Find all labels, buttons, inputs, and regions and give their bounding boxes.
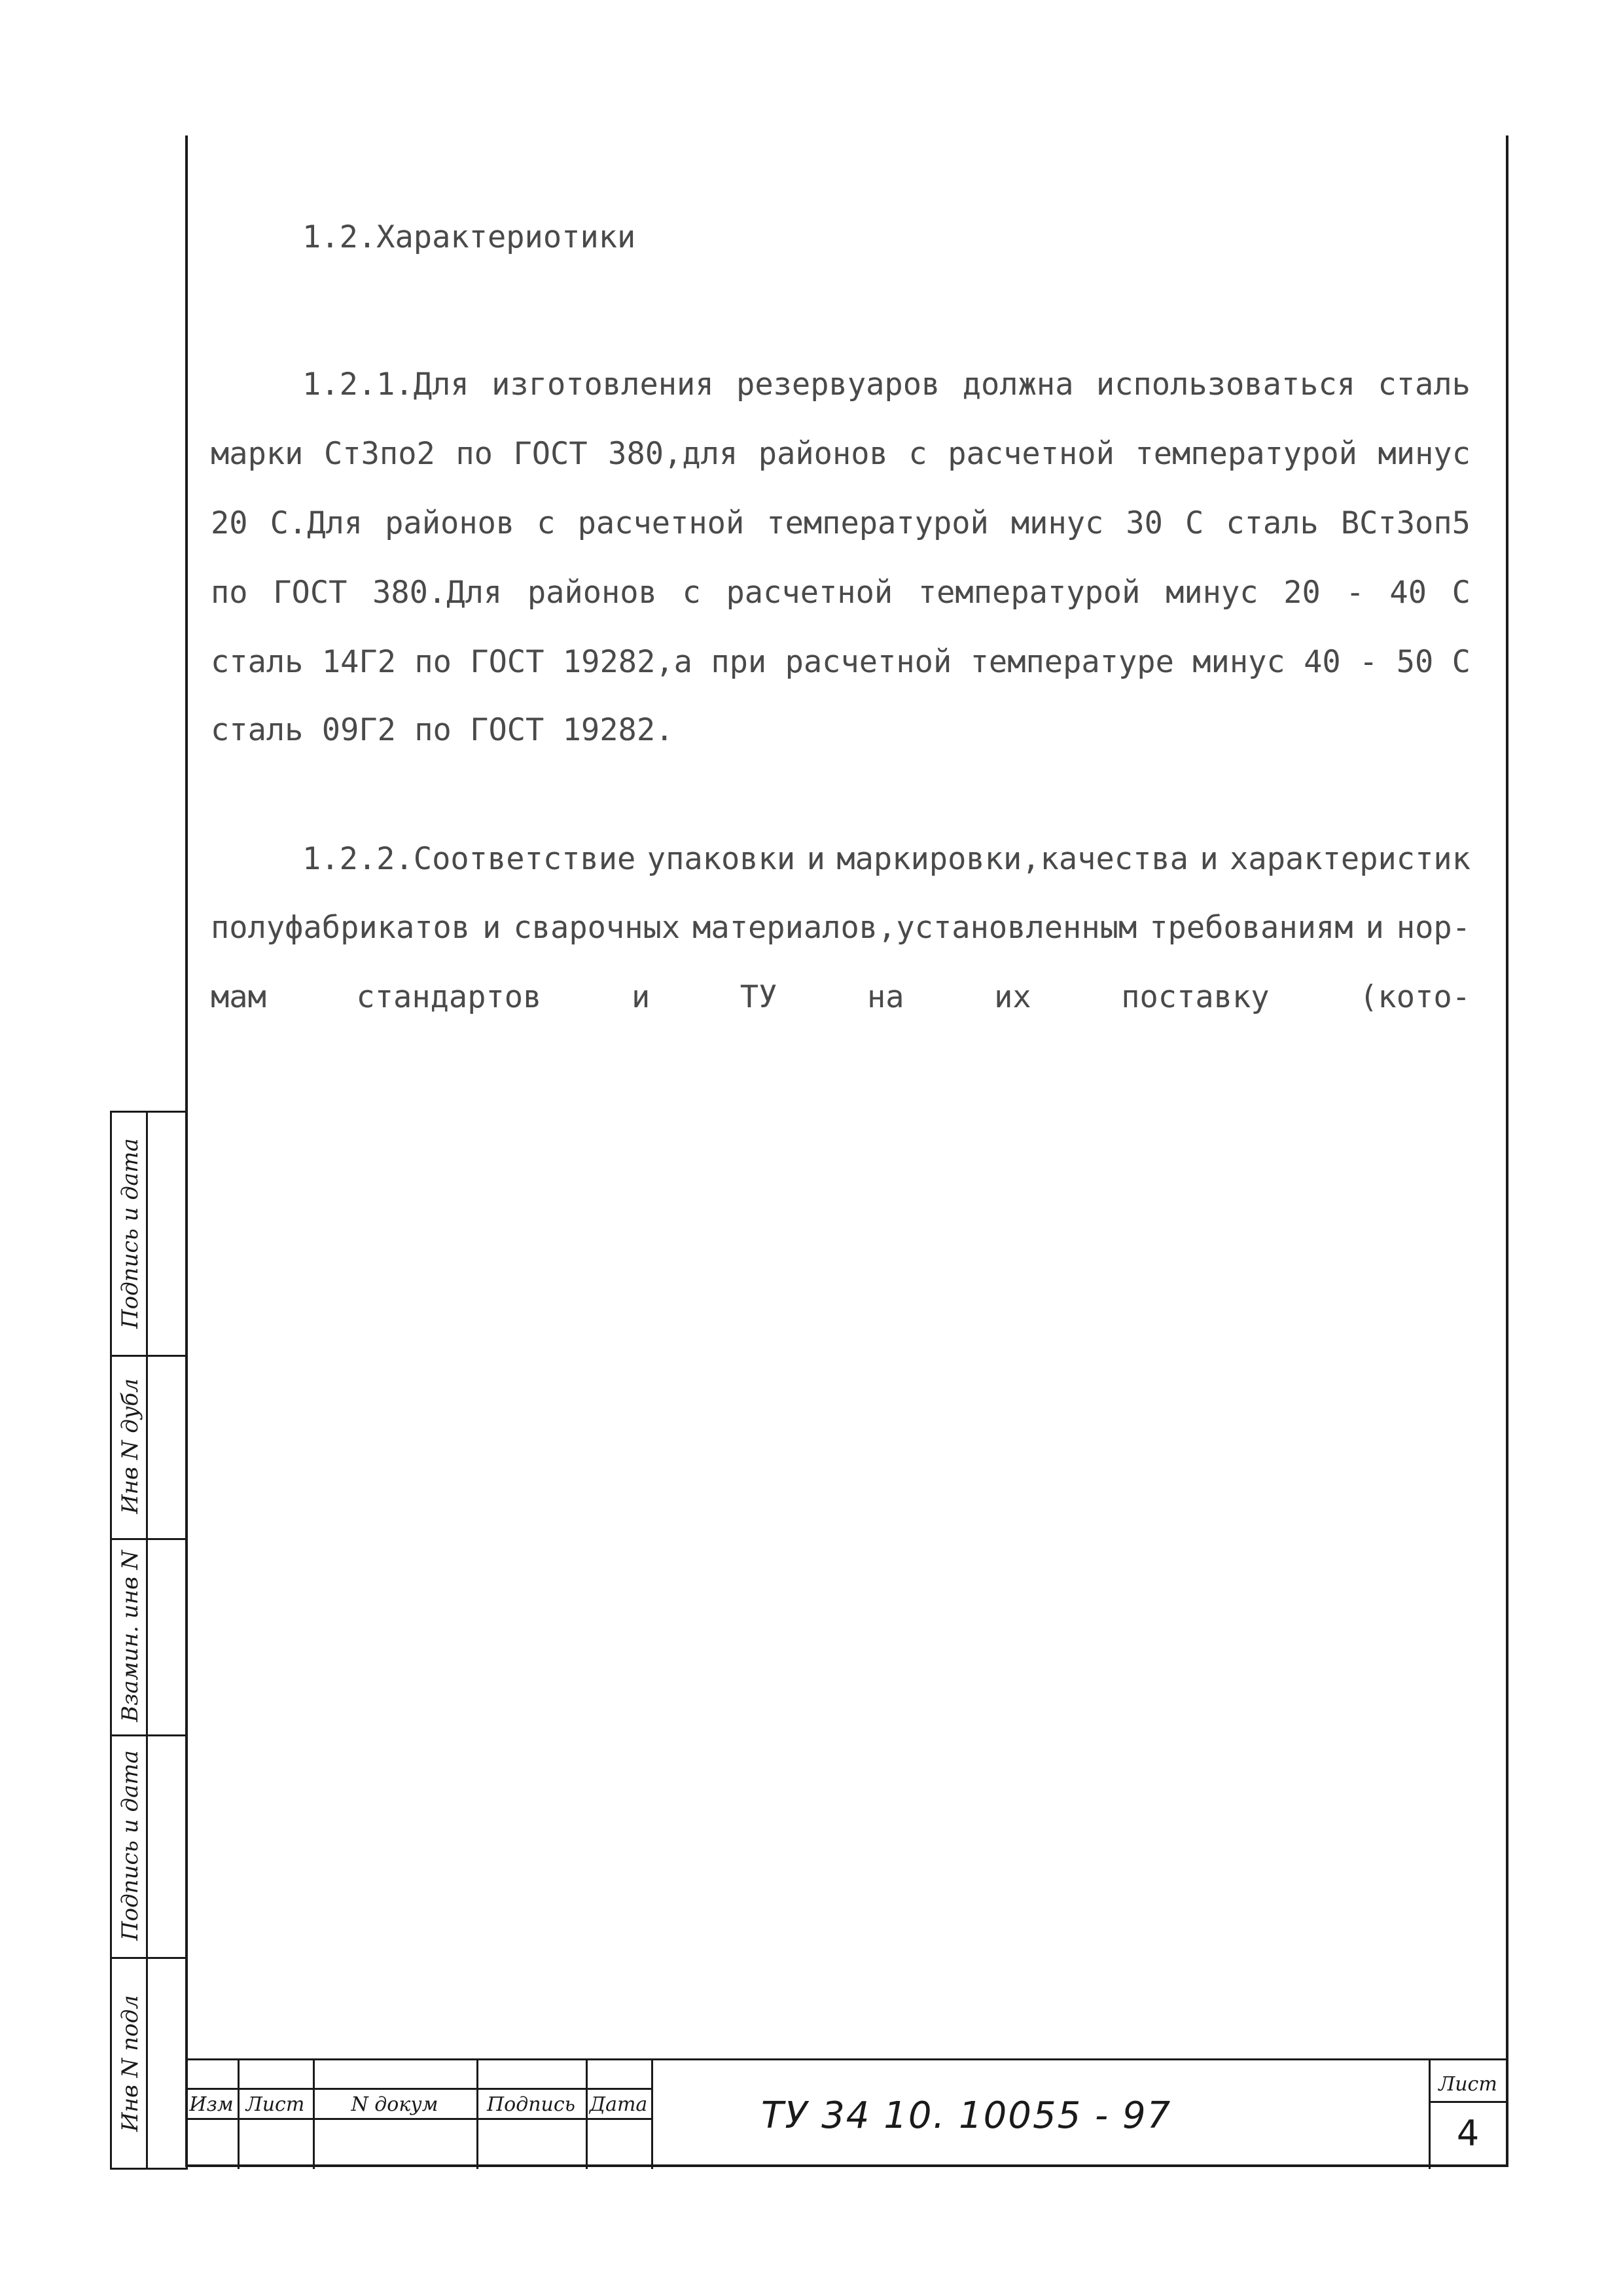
paragraph-1-line-2 xyxy=(211,436,1471,472)
word: Ст3по2 xyxy=(324,436,435,472)
word: на xyxy=(866,979,904,1015)
word: полуфабрикатов xyxy=(211,910,471,946)
document-code: ТУ 34 10. 10055 - 97 xyxy=(761,2094,1172,2137)
binding-strip-divider xyxy=(146,1113,148,2168)
word: стандартов xyxy=(356,979,542,1015)
word: 50 xyxy=(1396,644,1434,680)
word: температуре xyxy=(970,644,1174,680)
word: сталь 09Г2 по ГОСТ 19282. xyxy=(211,712,674,748)
side-label-replacement-inv: Взамин. инв N xyxy=(117,1550,143,1723)
word: С xyxy=(1452,644,1471,680)
word: (кото- xyxy=(1359,979,1471,1015)
word: сварочных xyxy=(513,910,681,946)
word: сталь xyxy=(1226,505,1319,541)
sheet-label: Лист xyxy=(1438,2072,1497,2096)
word: характеристик xyxy=(1230,841,1471,877)
word: сталь xyxy=(1378,367,1471,403)
binding-strip xyxy=(110,1111,188,2170)
word: их xyxy=(994,979,1031,1015)
word: районов xyxy=(758,436,888,472)
paragraph-2-line-1 xyxy=(302,841,1471,877)
word: ГОСТ xyxy=(470,644,544,680)
word: расчетной xyxy=(785,644,952,680)
column-document-number: N докум xyxy=(351,2092,438,2116)
word: сталь xyxy=(211,644,304,680)
word: 380.Для xyxy=(372,575,503,611)
side-label-signature-date-2: Подпись и дата xyxy=(117,1750,143,1941)
paragraph-2-line-2 xyxy=(211,910,1471,946)
word: марки xyxy=(211,436,304,472)
sheet-number: 4 xyxy=(1456,2112,1480,2154)
paragraph-1-line-6 xyxy=(211,712,673,748)
paragraph-1-line-4 xyxy=(211,575,1471,611)
word: - xyxy=(1359,644,1378,680)
title-block-rule xyxy=(1429,2101,1508,2103)
word: и xyxy=(482,910,501,946)
section-title: 1.2.Характериотики xyxy=(302,219,636,255)
word: С xyxy=(1452,575,1471,611)
word: и xyxy=(1200,841,1219,877)
word: резервуаров xyxy=(736,367,940,403)
title-block xyxy=(185,2058,1508,2167)
side-label-signature-date-1: Подпись и дата xyxy=(117,1138,143,1329)
word: 1.2.2.Соответствие xyxy=(302,841,636,877)
paragraph-1-line-1 xyxy=(302,367,1471,403)
word: использоваться xyxy=(1096,367,1356,403)
word: 30 xyxy=(1126,505,1163,541)
word: материалов,установленным xyxy=(692,910,1137,946)
title-block-rule xyxy=(185,2088,651,2090)
word: температурой xyxy=(918,575,1141,611)
word: минус xyxy=(1192,644,1285,680)
column-revision: Изм xyxy=(189,2092,234,2116)
word: температурой xyxy=(766,505,989,541)
word: температурой xyxy=(1135,436,1357,472)
word: расчетной xyxy=(726,575,893,611)
word: 380,для xyxy=(608,436,738,472)
word: нор- xyxy=(1396,910,1471,946)
paragraph-2-line-3 xyxy=(211,979,1471,1015)
word: ТУ xyxy=(740,979,777,1015)
word: при xyxy=(711,644,767,680)
word: расчетной xyxy=(948,436,1115,472)
word: С xyxy=(1185,505,1204,541)
word: 20 xyxy=(211,505,248,541)
word: - xyxy=(1346,575,1364,611)
side-label-duplicate-inv: Инв N дубл xyxy=(117,1378,143,1515)
word: по xyxy=(414,644,452,680)
word: с xyxy=(908,436,927,472)
word: ВСт3оп5 xyxy=(1340,505,1471,541)
word: минус xyxy=(1010,505,1104,541)
word: ГОСТ xyxy=(513,436,588,472)
word: минус xyxy=(1166,575,1258,611)
word: 14Г2 xyxy=(321,644,397,680)
word: по xyxy=(455,436,493,472)
word: и xyxy=(806,841,825,877)
paragraph-1-line-3 xyxy=(211,505,1471,541)
word: минус xyxy=(1378,436,1471,472)
word: маркировки,качества xyxy=(836,841,1188,877)
word: районов xyxy=(527,575,657,611)
word: по xyxy=(211,575,248,611)
word: и xyxy=(631,979,651,1015)
title-block-column-line xyxy=(1429,2060,1431,2169)
word: 19282,а xyxy=(562,644,692,680)
word: упаковки xyxy=(647,841,796,877)
word: С.Для xyxy=(270,505,363,541)
word: требованиям xyxy=(1149,910,1353,946)
word: 1.2.1.Для xyxy=(302,367,469,403)
side-label-original-inv: Инв N подл xyxy=(117,1995,143,2132)
word: поставку xyxy=(1121,979,1270,1015)
word: мам xyxy=(211,979,266,1015)
word: ГОСТ xyxy=(273,575,348,611)
word: и xyxy=(1365,910,1384,946)
word: районов xyxy=(385,505,515,541)
column-sheet: Лист xyxy=(245,2092,305,2116)
word: с xyxy=(682,575,701,611)
paragraph-1-line-5 xyxy=(211,644,1471,680)
word: с xyxy=(537,505,556,541)
column-signature: Подпись xyxy=(486,2092,575,2116)
word: изготовления xyxy=(491,367,714,403)
column-date: Дата xyxy=(589,2092,648,2116)
word: 20 xyxy=(1283,575,1321,611)
word: 40 xyxy=(1389,575,1427,611)
title-block-column-line xyxy=(651,2060,653,2169)
word: расчетной xyxy=(577,505,745,541)
title-block-rule xyxy=(185,2118,651,2120)
word: должна xyxy=(962,367,1074,403)
word: 40 xyxy=(1304,644,1341,680)
